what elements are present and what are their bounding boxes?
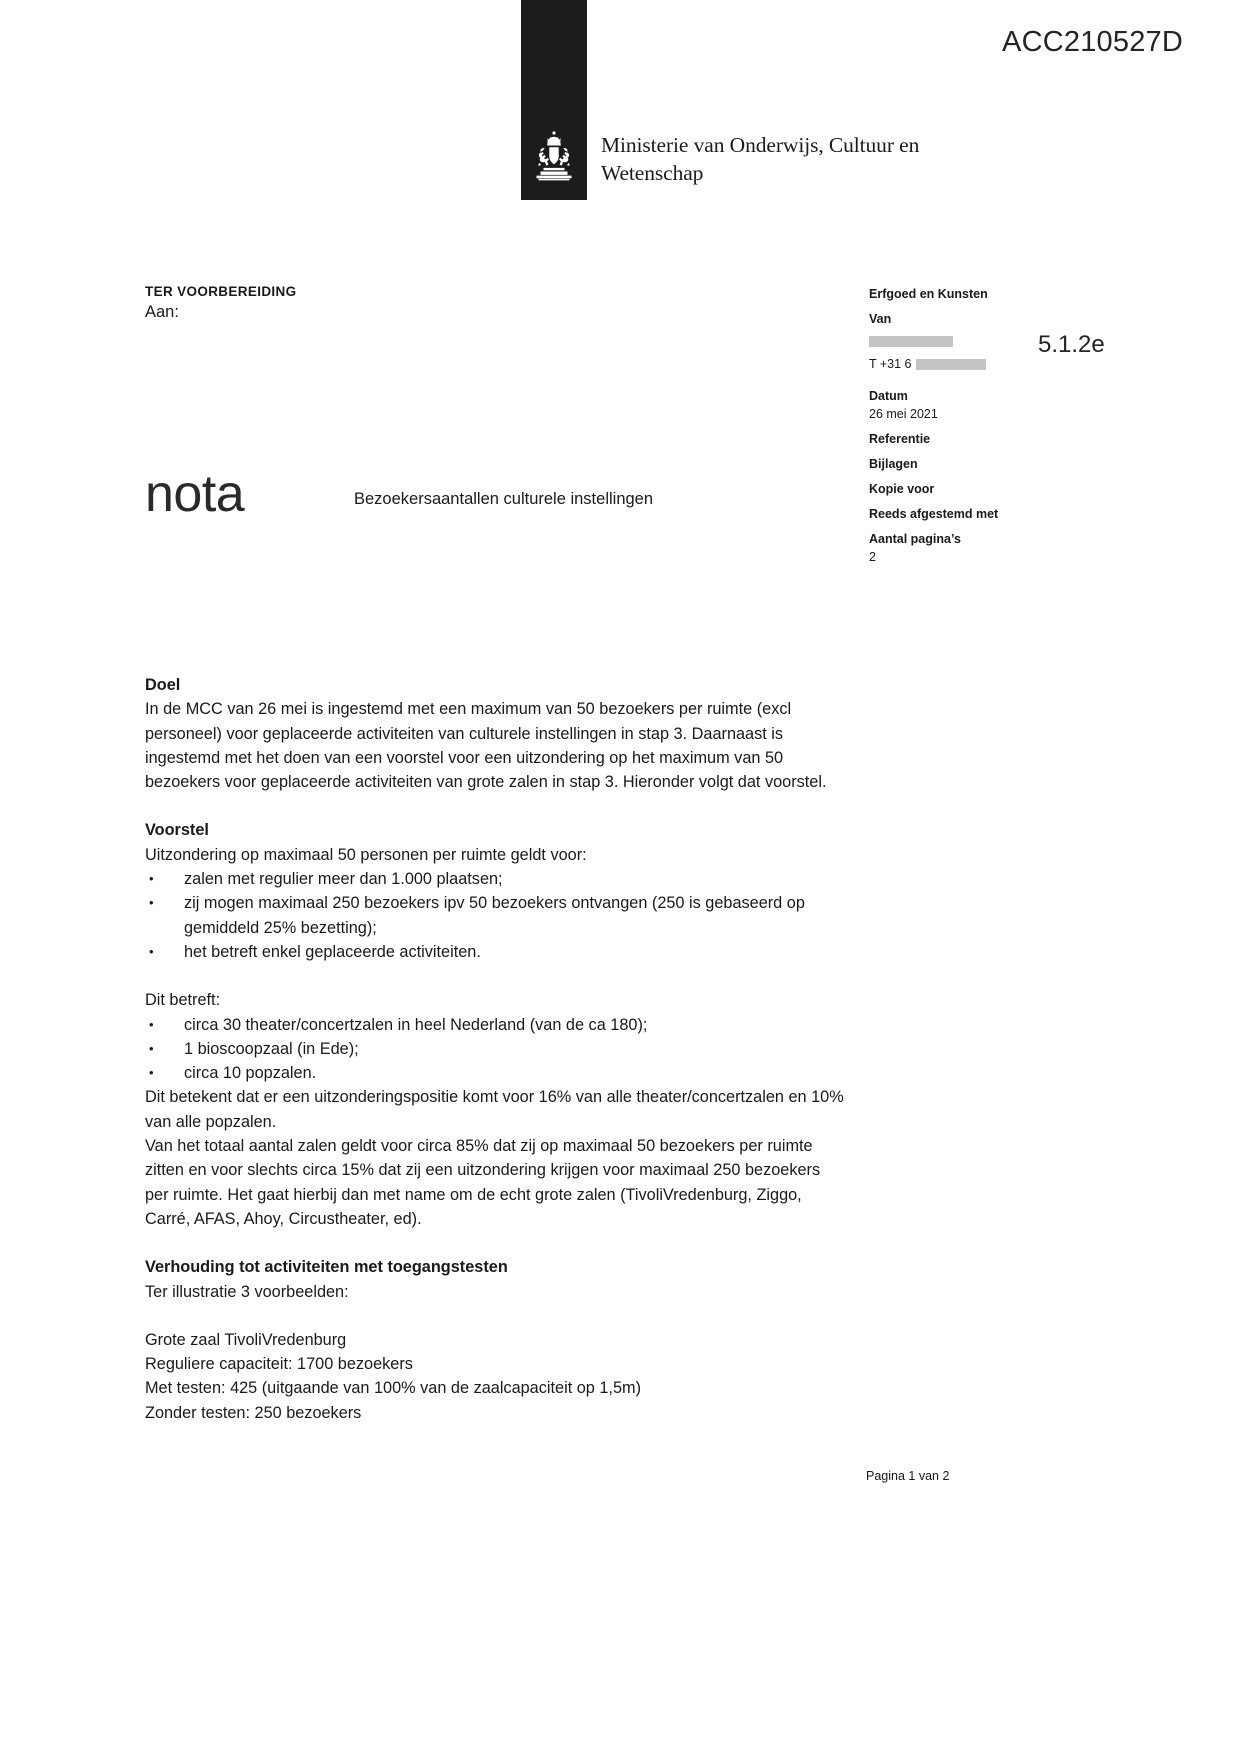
meta-from [869, 310, 1044, 373]
list-item: • zij mogen maximaal 250 bezoekers ipv 50 bezoekers ontvangen (250 is gebaseerd op gemiddeld 25% bezetting); [145, 891, 847, 940]
redacted-bar-phone [916, 359, 986, 370]
meta-date-label: Datum [869, 388, 908, 403]
meta-phone-prefix: T +31 6 [869, 356, 912, 371]
ministry-logo-bar [521, 0, 587, 200]
metadata-panel [869, 285, 1044, 566]
meta-attachments-label: Bijlagen [869, 456, 918, 471]
meta-attachments [869, 455, 1044, 473]
section-heading-verhouding: Verhouding tot activiteiten met toegangstesten [145, 1258, 508, 1277]
meta-department [869, 285, 1044, 303]
document-body [145, 673, 847, 1425]
redacted-bar-name [869, 336, 953, 347]
meta-from-value [869, 328, 1044, 347]
list-item: • circa 10 popzalen. [145, 1061, 847, 1085]
meta-reference [869, 430, 1044, 448]
list-item: • het betreft enkel geplaceerde activiteiten. [145, 940, 847, 964]
document-subject: Bezoekersaantallen culturele instellingen [354, 490, 654, 508]
section-text-dit-betekent: Dit betekent dat er een uitzonderingspositie komt voor 16% van alle theater/concertzalen en 10% van alle popzalen. [145, 1088, 844, 1131]
section-heading-voorstel: Voorstel [145, 821, 209, 840]
meta-reference-label: Referentie [869, 431, 931, 446]
redaction-code-annotation: 5.1.2e [1038, 331, 1105, 358]
page-footer: Pagina 1 van 2 [866, 1469, 950, 1483]
meta-page-count-label: Aantal pagina’s [869, 531, 961, 546]
section-text-dit-betreft-intro: Dit betreft: [145, 991, 221, 1010]
addressee-label: Aan: [145, 303, 179, 321]
meta-already-aligned-label: Reeds afgestemd met [869, 506, 999, 521]
example-line-capacity: Reguliere capaciteit: 1700 bezoekers [145, 1355, 413, 1374]
meta-date-value: 26 mei 2021 [869, 406, 938, 421]
meta-phone-line [869, 355, 1044, 373]
section-text-doel: In de MCC van 26 mei is ingestemd met een maximum van 50 bezoekers per ruimte (excl personeel) voor geplaceerde activiteiten van culturele instellingen in stap 3. Daarnaast is ingestemd met het doen van een voorstel voor een uitzondering op het maximum van 50 bezoekers voor geplaceerde activiteiten van grote zalen in stap 3. Hieronder volgt dat voorstel. [145, 700, 827, 792]
meta-copy-to-label: Kopie voor [869, 481, 935, 496]
page-title: nota [145, 465, 245, 523]
section-text-verhouding-intro: Ter illustratie 3 voorbeelden: [145, 1282, 349, 1301]
dit-betreft-bullet-list [145, 1013, 847, 1086]
netherlands-coat-of-arms-icon [521, 126, 587, 188]
meta-already-aligned [869, 505, 1044, 523]
document-code: ACC210527D [1002, 26, 1183, 58]
meta-department-label: Erfgoed en Kunsten [869, 287, 988, 301]
example-line-with-tests: Met testen: 425 (uitgaande van 100% van de zaalcapaciteit op 1,5m) [145, 1379, 641, 1398]
meta-copy-to [869, 480, 1044, 498]
meta-from-label: Van [869, 312, 892, 326]
ministry-name: Ministerie van Onderwijs, Cultuur en Wetenschap [601, 133, 920, 185]
section-text-voorstel-intro: Uitzondering op maximaal 50 personen per ruimte geldt voor: [145, 845, 587, 864]
voorstel-bullet-list [145, 867, 847, 964]
list-item: • 1 bioscoopzaal (in Ede); [145, 1037, 847, 1061]
preparation-label: TER VOORBEREIDING [145, 284, 297, 299]
example-line-without-tests: Zonder testen: 250 bezoekers [145, 1403, 362, 1422]
meta-date [869, 387, 1044, 423]
meta-page-count-value: 2 [869, 549, 876, 564]
list-item: • zalen met regulier meer dan 1.000 plaatsen; [145, 867, 847, 891]
section-heading-doel: Doel [145, 676, 181, 694]
list-item: • circa 30 theater/concertzalen in heel Nederland (van de ca 180); [145, 1013, 847, 1037]
example-title: Grote zaal TivoliVredenburg [145, 1330, 347, 1349]
section-text-totaal-zalen: Van het totaal aantal zalen geldt voor circa 85% dat zij op maximaal 50 bezoekers per ruimte zitten en voor slechts circa 15% dat zij een uitzondering krijgen voor maximaal 250 bezoekers per ruimte. Het gaat hierbij dan met name om de echt grote zalen (TivoliVredenburg, Ziggo, Carré, AFAS, Ahoy, Circustheater, ed). [145, 1137, 821, 1228]
meta-page-count [869, 530, 1044, 566]
